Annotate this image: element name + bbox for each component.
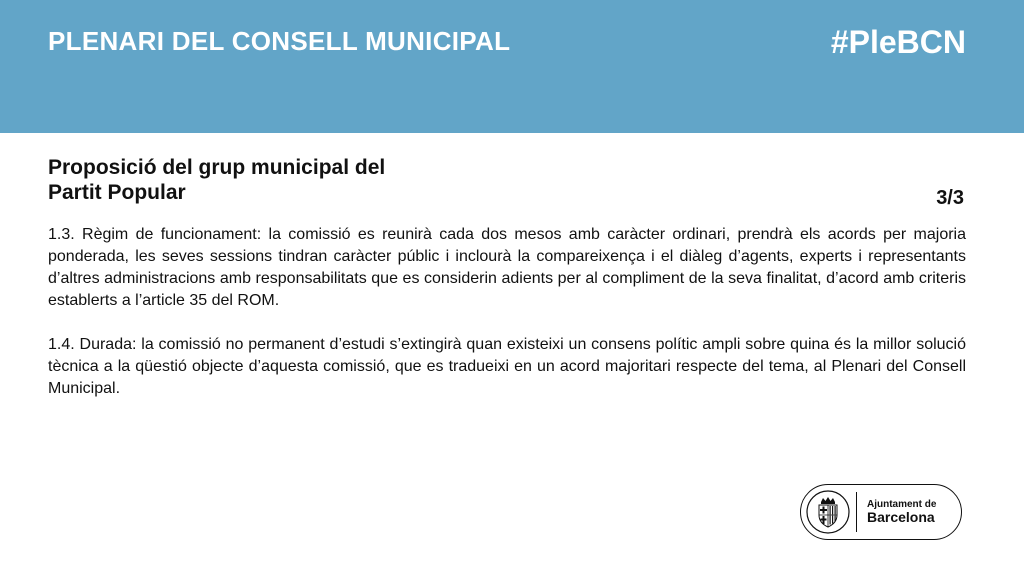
header-band [0,0,1024,133]
section-title-line1: Proposició del grup municipal del [48,156,386,179]
logo-text-line2: Barcelona [867,508,935,525]
logo-divider [856,492,857,532]
logo-text [867,499,936,525]
page-indicator: 3/3 [936,187,964,209]
body-text [48,224,966,422]
section-title-line2: Partit Popular [48,181,186,204]
barcelona-seal-icon [806,490,850,534]
paragraph-1-4: 1.4. Durada: la comissió no permanent d’estudi s’extingirà quan existeixi un consens polític ampli sobre quina és la millor solució tècnica a la qüestió objecte d’aquesta comissió, que es tradueixi en un acord majoritari respecte del tema, al Plenari del Consell Municipal. [48,336,966,397]
ajuntament-logo [800,484,962,540]
logo-text-line1: Ajuntament de [867,498,937,510]
paragraph-1-3: 1.3. Règim de funcionament: la comissió es reunirà cada dos mesos amb caràcter ordinari, prendrà els acords per majoria ponderada, les seves sessions tindran caràcter públic i inclourà la compareixença i el diàleg d’agents, experts i representants d’altres administracions amb responsabilitats que es considerin adients per al compliment de la seva finalitat, d’acord amb criteris establerts a l’article 35 del ROM. [48,226,966,309]
header-title: PLENARI DEL CONSELL MUNICIPAL [48,26,511,56]
header-hashtag: #PleBCN [830,24,966,60]
section-title [48,155,468,205]
